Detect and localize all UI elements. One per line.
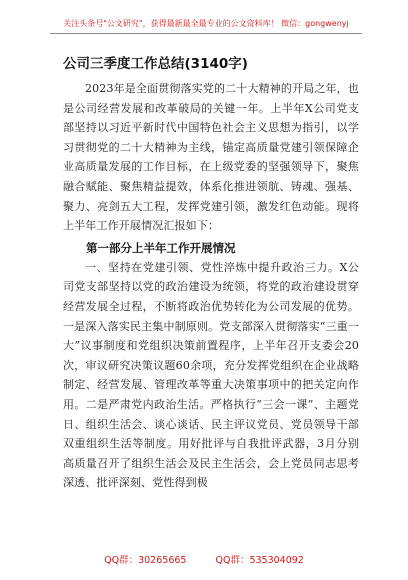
section-heading: 第一部分上半年工作开展情况 [86,240,236,255]
intro-paragraph: 2023年是全面贯彻落实党的二十大精神的开局之年，也是公司经营发展和改革破局的关键一年。上半年X公司党支部坚持以习近平新时代中国特色社会主义思想为指引，以学习贯彻党的二十大精神为主线，锚定高质量党建引领保障企业高质量发展的工作目标，在上级党委的坚强领导下，聚焦融合赋能、聚焦精益提效，体系化推进领航、铸魂、强基、聚力、亮剑五大工程，发挥党建引领，激发红色动能。现将上半年工作开展情况汇报如下： [63,82,359,233]
section-paragraph: 一、坚持在党建引领、党性淬炼中提升政治三力。X公司党支部坚持以党的政治建设为统领，将党的政治建设贯穿经营发展全过程，不断将政治优势转化为公司发展的优势。一是深入落实民主集中制原则。党支部深入贯彻落实“三重一大”议事制度和党组织决策前置程序，上半年召开支委会20次，审议研究决策议题60余项，充分发挥党组织在企业战略制定、经营发展、管理改革等重大决策事项中的把关定向作用。二是严肃党内政治生活。严格执行“三会一课”、主题党日、组织生活会、谈心谈话、民主评议党员、党员领导干部双重组织生活等制度。用好批评与自我批评武器，3月分别高质量召开了组织生活会及民主生活会，会上党员同志思考深透、批评深刻、党性得到极 [63,260,359,490]
qq-group-1-text: QQ群：30265665 [104,555,187,566]
qq-group-2-text: QQ群：535304092 [215,555,304,566]
document-title: 公司三季度工作总结(3140字) [63,56,248,72]
promo-banner: 关注头条号"公文研究"，获得最新最全最专业的公文资料库！ 微信：gongwenyj [50,18,362,34]
document-body [63,55,359,493]
footer-contacts [0,554,408,567]
